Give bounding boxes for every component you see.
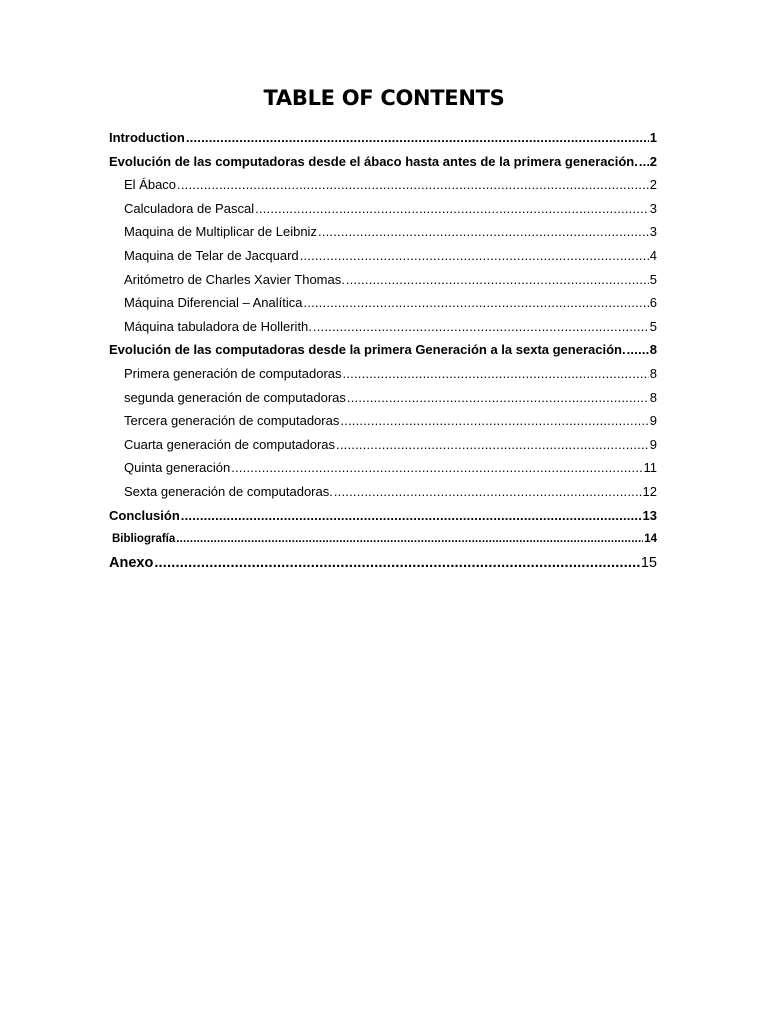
toc-entry-label: Evolución de las computadoras desde el ábaco hasta antes de la primera generación.	[109, 153, 638, 169]
toc-entry-label: Conclusión	[109, 507, 180, 523]
toc-page-number: 9	[649, 413, 657, 429]
toc-entry-tabuladora-hollerith[interactable]	[109, 316, 657, 340]
toc-entry-calculadora-pascal[interactable]	[109, 198, 657, 222]
toc-page-number: 11	[643, 460, 657, 476]
toc-page-number: 13	[642, 507, 657, 523]
page-title: TABLE OF CONTENTS	[263, 86, 505, 110]
toc-page-number: 12	[642, 483, 657, 499]
toc-page-number: 15	[640, 554, 657, 571]
toc-dot-leader	[340, 410, 648, 432]
toc-list	[109, 127, 657, 578]
toc-entry-label: Máquina Diferencial – Analítica	[124, 295, 303, 311]
toc-dot-leader	[334, 481, 642, 503]
toc-page-number: 2	[649, 153, 657, 169]
toc-entry-label: Evolución de las computadoras desde la primera Generación a la sexta generación.	[109, 342, 626, 358]
toc-entry-introduction[interactable]	[109, 127, 657, 151]
toc-entry-label: Cuarta generación de computadoras	[124, 436, 336, 452]
toc-entry-primera-generacion[interactable]	[109, 363, 657, 387]
toc-entry-label: Anexo	[109, 554, 154, 571]
toc-entry-evolucion-abaco[interactable]	[109, 151, 657, 175]
toc-page-number: 8	[649, 342, 657, 358]
toc-dot-leader	[304, 292, 649, 314]
toc-entry-conclusion[interactable]	[109, 505, 657, 529]
toc-entry-aritometro-thomas[interactable]	[109, 269, 657, 293]
toc-entry-maquina-diferencial[interactable]	[109, 292, 657, 316]
toc-entry-label: Maquina de Telar de Jacquard	[124, 247, 299, 263]
toc-page-number: 6	[649, 295, 657, 311]
toc-entry-label: Tercera generación de computadoras	[124, 413, 340, 429]
toc-dot-leader	[318, 221, 649, 243]
toc-page-number: 8	[649, 389, 657, 405]
toc-entry-label: Bibliografía	[112, 533, 176, 546]
toc-page-number: 9	[649, 436, 657, 452]
toc-entry-label: Máquina tabuladora de Hollerith.	[124, 318, 312, 334]
toc-dot-leader	[300, 245, 649, 267]
toc-dot-leader	[346, 269, 649, 291]
toc-dot-leader	[313, 316, 649, 338]
toc-entry-label: segunda generación de computadoras	[124, 389, 346, 405]
toc-entry-maquina-leibniz[interactable]	[109, 221, 657, 245]
toc-page-number: 2	[649, 177, 657, 193]
toc-page-number: 8	[649, 365, 657, 381]
toc-entry-telar-jacquard[interactable]	[109, 245, 657, 269]
toc-page-number: 5	[649, 271, 657, 287]
toc-dot-leader	[154, 552, 640, 574]
toc-entry-label: Introduction	[109, 130, 185, 145]
toc-dot-leader	[255, 198, 649, 220]
toc-entry-bibliografia[interactable]	[109, 528, 657, 552]
toc-dot-leader	[177, 174, 649, 196]
toc-dot-leader	[231, 457, 642, 479]
toc-entry-label: Calculadora de Pascal	[124, 200, 255, 216]
toc-entry-anexo[interactable]	[109, 552, 657, 578]
toc-entry-quinta-generacion[interactable]	[109, 457, 657, 481]
toc-dot-leader	[336, 434, 649, 456]
toc-dot-leader	[347, 387, 649, 409]
toc-dot-leader	[627, 339, 649, 361]
toc-page-number: 1	[649, 130, 657, 145]
toc-entry-evolucion-generaciones[interactable]	[109, 339, 657, 363]
toc-dot-leader	[176, 528, 643, 550]
toc-dot-leader	[639, 151, 649, 173]
toc-entry-tercera-generacion[interactable]	[109, 410, 657, 434]
toc-entry-segunda-generacion[interactable]	[109, 387, 657, 411]
toc-page-number: 14	[644, 533, 657, 546]
toc-page-number: 4	[649, 247, 657, 263]
toc-entry-label: Sexta generación de computadoras.	[124, 483, 333, 499]
toc-dot-leader	[186, 127, 649, 149]
toc-page-number: 3	[649, 224, 657, 240]
toc-page-number: 3	[649, 200, 657, 216]
toc-entry-label: Primera generación de computadoras	[124, 365, 342, 381]
toc-dot-leader	[181, 505, 642, 527]
toc-entry-cuarta-generacion[interactable]	[109, 434, 657, 458]
toc-entry-el-abaco[interactable]	[109, 174, 657, 198]
toc-entry-sexta-generacion[interactable]	[109, 481, 657, 505]
toc-entry-label: Quinta generación	[124, 460, 231, 476]
toc-dot-leader	[343, 363, 649, 385]
toc-entry-label: Aritómetro de Charles Xavier Thomas.	[124, 271, 345, 287]
toc-entry-label: El Ábaco	[124, 177, 177, 193]
toc-page-number: 5	[649, 318, 657, 334]
toc-entry-label: Maquina de Multiplicar de Leibniz	[124, 224, 317, 240]
